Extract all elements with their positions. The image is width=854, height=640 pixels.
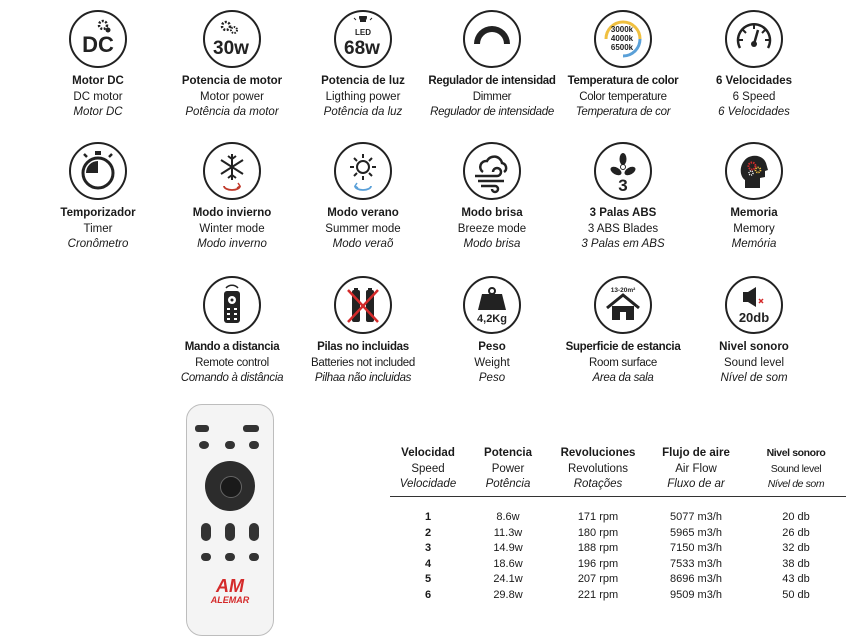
speaker-icon <box>725 276 783 334</box>
feature-label-es: 6 Velocidades <box>715 75 793 87</box>
fan-blades-icon <box>594 142 652 200</box>
feature-label-en: Sound level <box>723 356 785 369</box>
remote-button <box>201 553 211 561</box>
remote-dpad <box>205 461 255 511</box>
header-speed: Velocidad Speed Velocidade <box>399 447 457 490</box>
feature-label-en: 6 Speed <box>732 90 776 103</box>
feature-label-en: Winter mode <box>199 222 265 235</box>
feature-label-en: Dimmer <box>472 90 512 103</box>
head-gears-icon <box>725 142 783 200</box>
feature-label-pt: Cronômetro <box>67 238 129 250</box>
feature-label-es: Modo verano <box>327 207 399 219</box>
header-airflow: Flujo de aire Air Flow Fluxo de ar <box>662 447 730 490</box>
feature-label-pt: 3 Palas em ABS <box>581 238 665 250</box>
feature-label-pt: Motor DC <box>73 106 123 118</box>
light-power-text: 68w <box>344 38 380 59</box>
stopwatch-icon <box>69 142 127 200</box>
feature-label-en: Timer <box>83 222 113 235</box>
feature-label-pt: Potência da luz <box>323 106 403 118</box>
feature-label-en: Batteries not included <box>311 356 415 369</box>
feature-label-pt: Pilhaa não incluidas <box>314 372 412 384</box>
feature-label-en: Room surface <box>589 356 657 369</box>
temp-6500: 6500k <box>610 43 634 52</box>
feature-label-es: Superficie de estancia <box>565 341 681 353</box>
feature-label-pt: Memória <box>731 238 777 250</box>
feature-label-es: Memoria <box>730 207 778 219</box>
table-row: 2 11.3w 180 rpm 5965 m3/h 26 db <box>424 526 810 539</box>
led-text: LED <box>355 28 371 37</box>
remote-button <box>225 523 235 541</box>
feature-label-es: Potencia de motor <box>181 75 283 87</box>
snowflake-icon <box>203 142 261 200</box>
brand-name: ALEMAR <box>210 595 250 605</box>
remote-button <box>225 441 235 449</box>
remote-control-icon <box>203 276 261 334</box>
remote-button <box>249 441 259 449</box>
feature-label-en: Summer mode <box>325 222 401 235</box>
feature-label-es: Motor DC <box>72 75 124 87</box>
remote-button <box>243 425 259 432</box>
feature-label-en: Breeze mode <box>457 222 527 235</box>
feature-label-en: DC motor <box>73 90 123 103</box>
wind-cloud-icon <box>463 142 521 200</box>
temp-4000: 4000k <box>610 34 634 43</box>
table-row: 5 24.1w 207 rpm 8696 m3/h 43 db <box>424 573 810 585</box>
feature-label-en: Color temperature <box>579 90 667 103</box>
feature-label-es: Regulador de intensidad <box>428 75 556 87</box>
speed-spec-table <box>390 446 846 603</box>
feature-label-es: Temporizador <box>60 207 136 219</box>
table-row: 4 18.6w 196 rpm 7533 m3/h 38 db <box>424 557 810 570</box>
surface-text: 13-20m² <box>610 287 636 294</box>
feature-label-pt: Regulador de intensidade <box>430 106 554 118</box>
remote-button <box>249 553 259 561</box>
feature-label-pt: Peso <box>478 372 506 384</box>
feature-label-es: Modo brisa <box>461 207 523 219</box>
brand-mark: AM <box>216 576 244 596</box>
feature-label-pt: Nível de som <box>720 372 788 384</box>
feature-label-en: 3 ABS Blades <box>587 222 659 235</box>
feature-label-es: Modo invierno <box>192 207 272 219</box>
feature-label-en: Weight <box>474 356 510 369</box>
table-row: 1 8.6w 171 rpm 5077 m3/h 20 db <box>424 511 810 523</box>
feature-label-pt: Modo inverno <box>197 238 267 250</box>
remote-button <box>201 523 211 541</box>
remote-button <box>199 441 209 449</box>
sun-icon <box>334 142 392 200</box>
remote-control-illustration <box>186 404 274 636</box>
feature-label-es: Potencia de luz <box>321 75 405 87</box>
feature-label-en: Memory <box>733 222 775 235</box>
dc-text: DC <box>82 32 114 57</box>
feature-label-pt: Comando à distância <box>180 372 284 384</box>
blades-count: 3 <box>618 176 628 194</box>
feature-label-es: Temperatura de color <box>567 75 679 87</box>
header-revolutions: Revoluciones Revolutions Rotações <box>560 447 636 490</box>
feature-label-pt: Modo brisa <box>463 238 521 250</box>
table-row: 6 29.8w 221 rpm 9509 m3/h 50 db <box>424 588 810 601</box>
house-icon <box>594 276 652 334</box>
feature-label-en: Motor power <box>200 90 264 103</box>
feature-label-en: Ligthing power <box>325 90 401 103</box>
table-row: 3 14.9w 188 rpm 7150 m3/h 32 db <box>424 542 810 554</box>
temp-3000: 3000k <box>610 25 634 34</box>
feature-label-es: 3 Palas ABS <box>589 207 657 219</box>
remote-button <box>249 523 259 541</box>
feature-label-es: Mando a distancia <box>184 341 280 353</box>
header-power: Potencia Power Potência <box>484 447 532 490</box>
weight-text: 4,2Kg <box>477 313 507 325</box>
feature-label-pt: 6 Velocidades <box>718 106 790 118</box>
feature-label-es: Pilas no incluidas <box>317 341 409 353</box>
feature-label-pt: Potência da motor <box>185 106 279 118</box>
remote-button <box>225 553 235 561</box>
remote-button <box>195 425 209 432</box>
table-body <box>390 497 846 603</box>
gear-power-icon <box>203 10 261 68</box>
batteries-crossed-icon <box>334 276 392 334</box>
feature-label-es: Nivel sonoro <box>719 341 789 353</box>
feature-label-pt: Temperatura de cor <box>575 106 671 118</box>
sound-text: 20db <box>738 310 770 325</box>
dc-motor-icon <box>69 10 127 68</box>
led-power-icon <box>334 10 392 68</box>
dimmer-arc-icon <box>463 10 521 68</box>
feature-label-es: Peso <box>478 341 506 353</box>
feature-label-en: Remote control <box>195 356 269 369</box>
power-text: 30w <box>213 38 249 59</box>
table-header <box>390 446 846 497</box>
color-temperature-icon <box>594 10 652 68</box>
feature-label-pt: Modo verаõ <box>332 238 394 250</box>
weight-icon <box>463 276 521 334</box>
feature-label-pt: Area da sala <box>592 372 654 384</box>
header-sound-level: Nivel sonoro Sound level Nível de som <box>766 447 826 490</box>
brand-logo <box>197 577 263 605</box>
speedometer-icon <box>725 10 783 68</box>
